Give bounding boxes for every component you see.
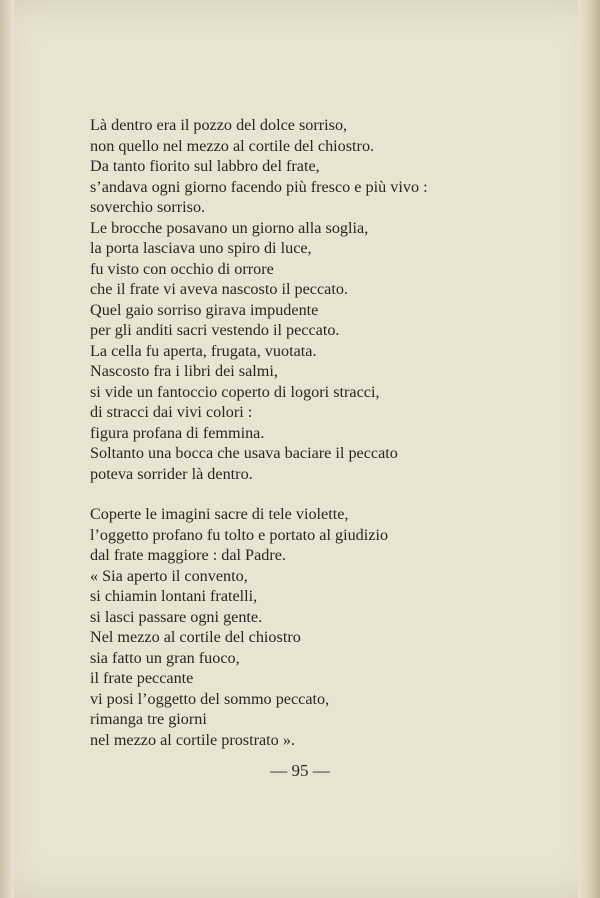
stanza-1: [90, 115, 550, 484]
poem-line: Coperte le imagini sacre di tele violette,: [90, 505, 349, 523]
poem-line: si lasci passare ogni gente.: [90, 607, 263, 626]
stanza-2: [90, 504, 550, 750]
poem-line: Le brocche posavano un giorno alla soglia,: [90, 218, 369, 237]
poem-line: di stracci dai vivi colori :: [90, 403, 253, 421]
poem-line: il frate peccante: [90, 669, 194, 687]
poem-line: si chiamin lontani fratelli,: [90, 587, 258, 605]
poem-line: la porta lasciava uno spiro di luce,: [90, 239, 312, 257]
poem-line: La cella fu aperta, frugata, vuotata.: [90, 341, 317, 360]
poem-line: si vide un fantoccio coperto di logori stracci,: [90, 382, 380, 401]
poem-line: Quel gaio sorriso girava impudente: [90, 300, 319, 319]
poem-line: vi posi l’oggetto del sommo peccato,: [90, 689, 330, 708]
poem-line: dal frate maggiore : dal Padre.: [90, 546, 286, 564]
poem-line: soverchio sorriso.: [90, 198, 206, 216]
poem-line: figura profana di femmina.: [90, 423, 265, 442]
poem-line: Nel mezzo al cortile del chiostro: [90, 628, 301, 646]
poem-line: fu visto con occhio di orrore: [90, 259, 274, 278]
poem-line: rimanga tre giorni: [90, 710, 207, 728]
poem-line: l’oggetto profano fu tolto e portato al giudizio: [90, 525, 389, 544]
page-number: — 95 —: [270, 761, 330, 780]
poem-line: s’andava ogni giorno facendo più fresco e più vivo :: [90, 177, 428, 196]
poem-line: che il frate vi aveva nascosto il peccato.: [90, 280, 348, 298]
poem-line: non quello nel mezzo al cortile del chiostro.: [90, 136, 375, 155]
poem-line: Soltanto una bocca che usava baciare il peccato: [90, 444, 398, 462]
poem-line: per gli anditi sacri vestendo il peccato.: [90, 321, 340, 339]
poem-line: nel mezzo al cortile prostrato ».: [90, 730, 295, 749]
poem-text: [90, 115, 550, 750]
poem-line: Là dentro era il pozzo del dolce sorriso,: [90, 116, 348, 134]
poem-line: sia fatto un gran fuoco,: [90, 648, 240, 667]
poem-line: poteva sorrider là dentro.: [90, 464, 253, 483]
poem-line: « Sia aperto il convento,: [90, 566, 248, 585]
poem-line: Da tanto fiorito sul labbro del frate,: [90, 157, 320, 175]
poem-line: Nascosto fra i libri dei salmi,: [90, 362, 278, 380]
